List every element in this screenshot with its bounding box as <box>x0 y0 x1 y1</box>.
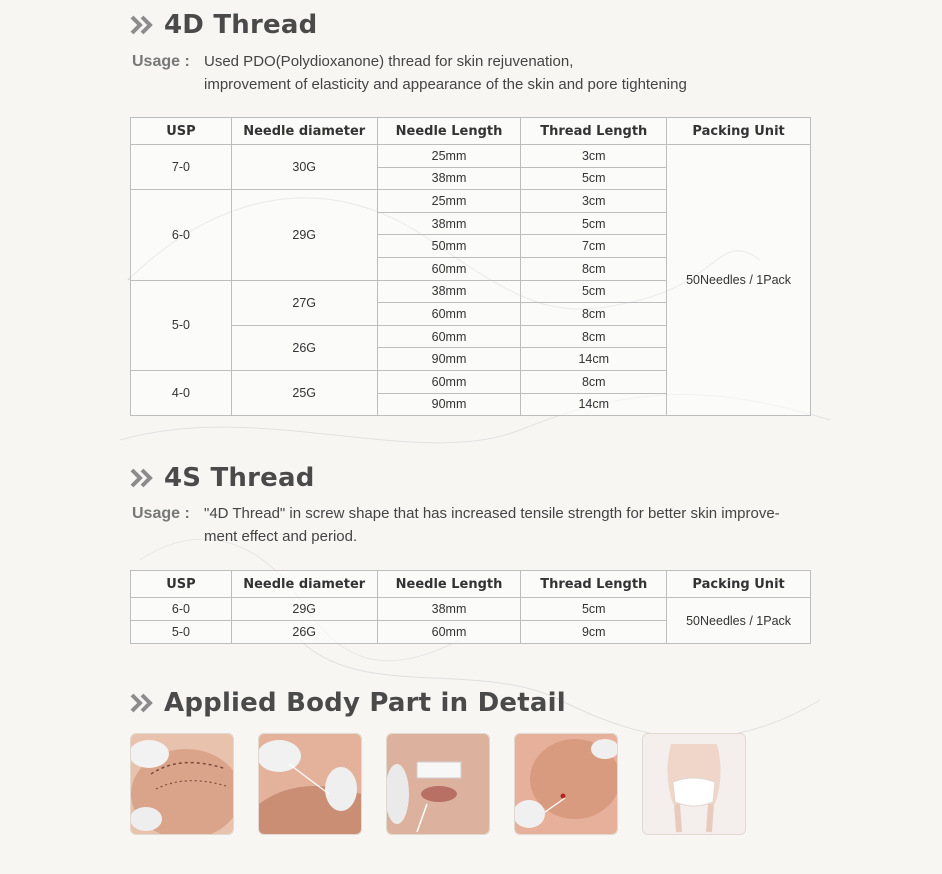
needle-length-cell: 38mm <box>377 280 521 303</box>
buttock-photo <box>642 733 746 835</box>
thread-length-cell: 14cm <box>521 393 667 416</box>
usp-cell: 5-0 <box>131 621 232 644</box>
packing-unit-cell: 50Needles / 1Pack <box>667 145 811 416</box>
table-header-row <box>131 571 811 598</box>
packing-unit-cell: 50Needles / 1Pack <box>667 598 811 644</box>
needle-length-cell: 60mm <box>377 325 521 348</box>
needle-length-cell: 25mm <box>377 145 521 168</box>
table-header-row <box>131 118 811 145</box>
lip-photo <box>386 733 490 835</box>
needle-length-cell: 60mm <box>377 303 521 326</box>
diameter-cell: 29G <box>231 598 377 621</box>
thread-length-cell: 3cm <box>521 145 667 168</box>
double-chevron-icon <box>130 693 158 713</box>
section-title-text: 4D Thread <box>164 10 318 40</box>
thread-length-cell: 3cm <box>521 190 667 213</box>
usage-4s <box>132 502 822 552</box>
usage-label: Usage : <box>132 505 190 522</box>
header-needle-diameter: Needle diameter <box>231 571 377 598</box>
table-row <box>131 145 811 168</box>
diameter-cell: 25G <box>231 370 377 415</box>
header-thread-length: Thread Length <box>521 118 667 145</box>
usp-cell: 4-0 <box>131 370 232 415</box>
double-chevron-icon <box>130 468 158 488</box>
usage-text <box>204 502 780 548</box>
neck-photo <box>258 733 362 835</box>
usage-label: Usage : <box>132 53 190 70</box>
double-chevron-icon <box>130 15 158 35</box>
thread-length-cell: 14cm <box>521 348 667 371</box>
thread-length-cell: 9cm <box>521 621 667 644</box>
body-part-photo-strip <box>130 733 746 835</box>
usage-line: improvement of elasticity and appearance of the skin and pore tightening <box>204 76 687 93</box>
diameter-cell: 26G <box>231 621 377 644</box>
usage-line: Used PDO(Polydioxanone) thread for skin rejuvenation, <box>204 53 574 70</box>
header-needle-length: Needle Length <box>377 118 521 145</box>
diameter-cell: 29G <box>231 190 377 280</box>
section-title-4d <box>130 10 317 40</box>
spec-table-4s <box>130 570 811 644</box>
needle-length-cell: 50mm <box>377 235 521 258</box>
header-thread-length: Thread Length <box>521 571 667 598</box>
section-title-4s <box>130 463 315 493</box>
section-title-applied <box>130 688 566 718</box>
thread-length-cell: 8cm <box>521 257 667 280</box>
usage-text <box>204 50 687 96</box>
usage-4d <box>132 50 832 100</box>
header-packing-unit: Packing Unit <box>667 118 811 145</box>
thread-length-cell: 5cm <box>521 167 667 190</box>
usage-line: "4D Thread" in screw shape that has increased tensile strength for better skin improve- <box>204 505 780 522</box>
needle-length-cell: 60mm <box>377 257 521 280</box>
table-row <box>131 598 811 621</box>
section-title-text: Applied Body Part in Detail <box>164 688 566 718</box>
needle-length-cell: 38mm <box>377 598 521 621</box>
header-needle-diameter: Needle diameter <box>231 118 377 145</box>
header-usp: USP <box>131 571 232 598</box>
thread-length-cell: 5cm <box>521 598 667 621</box>
needle-length-cell: 38mm <box>377 167 521 190</box>
needle-length-cell: 90mm <box>377 393 521 416</box>
header-usp: USP <box>131 118 232 145</box>
thread-length-cell: 8cm <box>521 370 667 393</box>
needle-length-cell: 25mm <box>377 190 521 213</box>
header-needle-length: Needle Length <box>377 571 521 598</box>
diameter-cell: 27G <box>231 280 377 325</box>
thread-length-cell: 8cm <box>521 303 667 326</box>
cheek-photo <box>514 733 618 835</box>
diameter-cell: 26G <box>231 325 377 370</box>
spec-table-4d <box>130 117 811 416</box>
thread-length-cell: 7cm <box>521 235 667 258</box>
needle-length-cell: 38mm <box>377 212 521 235</box>
thread-length-cell: 5cm <box>521 212 667 235</box>
diameter-cell: 30G <box>231 145 377 190</box>
thread-length-cell: 5cm <box>521 280 667 303</box>
needle-length-cell: 60mm <box>377 370 521 393</box>
usp-cell: 6-0 <box>131 598 232 621</box>
usp-cell: 7-0 <box>131 145 232 190</box>
usage-line: ment effect and period. <box>204 528 358 545</box>
header-packing-unit: Packing Unit <box>667 571 811 598</box>
needle-length-cell: 60mm <box>377 621 521 644</box>
usp-cell: 6-0 <box>131 190 232 280</box>
needle-length-cell: 90mm <box>377 348 521 371</box>
usp-cell: 5-0 <box>131 280 232 370</box>
thread-length-cell: 8cm <box>521 325 667 348</box>
forehead-photo <box>130 733 234 835</box>
section-title-text: 4S Thread <box>164 463 315 493</box>
